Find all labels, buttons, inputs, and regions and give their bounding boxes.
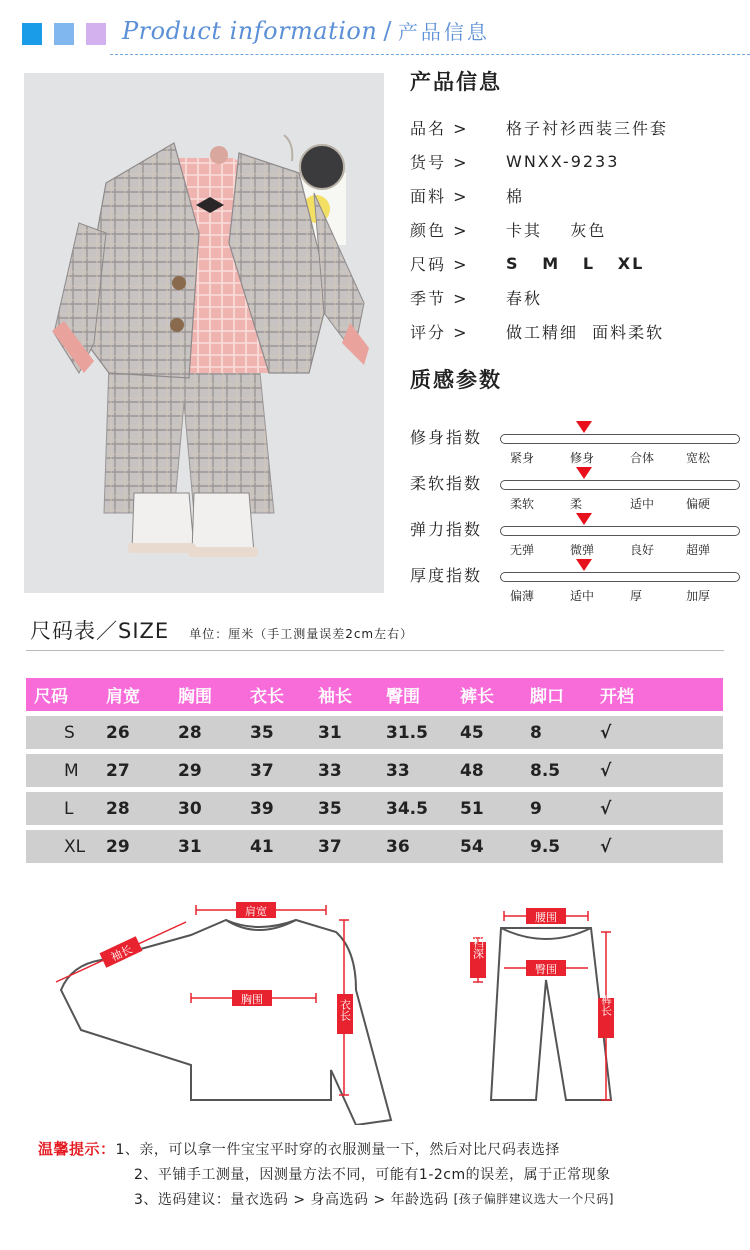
table-cell: 26 — [98, 716, 170, 749]
table-cell: 48 — [452, 754, 522, 787]
table-cell: M — [26, 754, 98, 787]
scale-option: 柔软 — [510, 497, 535, 511]
table-cell: 28 — [98, 792, 170, 825]
table-cell: 27 — [98, 754, 170, 787]
info-row-rating — [410, 314, 740, 348]
product-photo — [24, 73, 384, 593]
table-cell: 35 — [242, 716, 310, 749]
table-cell: 33 — [378, 754, 452, 787]
scale-label: 厚度指数 — [410, 566, 483, 585]
table-cell: 51 — [452, 792, 522, 825]
info-key: 货号 > — [410, 152, 469, 172]
scale-bar — [500, 526, 740, 536]
size-title: 尺码表／SIZE — [30, 619, 170, 643]
table-cell: √ — [592, 792, 723, 825]
scale-label: 弹力指数 — [410, 520, 483, 539]
table-cell: 8.5 — [522, 754, 592, 787]
table-cell: √ — [592, 830, 723, 863]
table-cell: 29 — [98, 830, 170, 863]
table-cell: 35 — [310, 792, 378, 825]
rise-label: 裆深 — [471, 937, 485, 959]
column-header: 尺码 — [26, 678, 98, 711]
info-value: 做工精细 面料柔软 — [506, 322, 665, 342]
banner-square-blue — [22, 23, 42, 45]
scale-marker — [576, 467, 592, 479]
table-row — [26, 716, 723, 749]
hip-label: 臀围 — [535, 963, 557, 976]
info-key: 评分 > — [410, 322, 469, 342]
scale-option: 柔 — [570, 497, 583, 511]
column-header: 衣长 — [242, 678, 310, 711]
product-info-panel — [410, 66, 740, 348]
product-info-heading: 产品信息 — [410, 70, 502, 94]
shirt-measure-lines — [56, 905, 349, 1095]
table-cell: √ — [592, 716, 723, 749]
scale-option: 宽松 — [686, 451, 711, 465]
scale-label: 柔软指数 — [410, 474, 483, 493]
column-header: 裤长 — [452, 678, 522, 711]
table-cell: L — [26, 792, 98, 825]
info-key: 面料 > — [410, 186, 469, 206]
tip-text: 1、亲，可以拿一件宝宝平时穿的衣服测量一下，然后对比尺码表选择 — [115, 1141, 560, 1158]
scale-option: 修身 — [570, 451, 595, 465]
column-header: 开档 — [592, 678, 723, 711]
column-header: 袖长 — [310, 678, 378, 711]
banner-title — [122, 16, 490, 45]
info-key: 颜色 > — [410, 220, 469, 240]
table-cell: 9.5 — [522, 830, 592, 863]
info-row-item-number — [410, 144, 740, 178]
tip-line-3 — [38, 1186, 614, 1211]
table-row — [26, 830, 723, 863]
table-cell: √ — [592, 754, 723, 787]
pants-outline-icon — [491, 928, 611, 1100]
scale-option: 厚 — [630, 589, 643, 603]
table-cell: 37 — [242, 754, 310, 787]
product-info-list — [410, 110, 740, 348]
info-key: 季节 > — [410, 288, 469, 308]
size-section-header — [30, 615, 413, 645]
table-cell: 9 — [522, 792, 592, 825]
info-row-size — [410, 246, 740, 280]
table-cell: 31 — [170, 830, 242, 863]
size-table-header — [26, 678, 723, 711]
scale-option: 合体 — [630, 451, 655, 465]
size-table — [26, 673, 723, 868]
scale-marker — [576, 559, 592, 571]
table-cell: 29 — [170, 754, 242, 787]
table-cell: S — [26, 716, 98, 749]
scale-option: 适中 — [630, 497, 655, 511]
table-cell: 45 — [452, 716, 522, 749]
info-row-color — [410, 212, 740, 246]
info-value: 格子衬衫西装三件套 — [506, 118, 669, 138]
pants-length-label: 裤长 — [599, 994, 613, 1016]
fit-scale — [410, 425, 740, 471]
banner-square-lilac — [86, 23, 106, 45]
measurement-diagram-svg — [26, 890, 726, 1125]
texture-heading: 质感参数 — [410, 368, 502, 392]
info-key: 尺码 > — [410, 254, 469, 274]
column-header: 胸围 — [170, 678, 242, 711]
column-header: 臀围 — [378, 678, 452, 711]
banner-separator: / — [383, 17, 392, 45]
table-cell: 30 — [170, 792, 242, 825]
info-value: S M L XL — [506, 253, 645, 273]
info-value: 春秋 — [506, 288, 543, 308]
table-cell: 54 — [452, 830, 522, 863]
column-header: 肩宽 — [98, 678, 170, 711]
scale-option: 偏硬 — [686, 497, 711, 511]
banner-square-lightblue — [54, 23, 74, 45]
banner-title-cn: 产品信息 — [397, 20, 490, 44]
sleeve-label-group — [99, 936, 142, 967]
elasticity-scale — [410, 517, 740, 563]
tip-note: [孩子偏胖建议选大一个尺码] — [453, 1192, 614, 1206]
tip-text: 3、选码建议：量衣选码 > 身高选码 > 年龄选码 — [134, 1191, 454, 1208]
scale-marker — [576, 421, 592, 433]
scale-option: 超弹 — [686, 543, 711, 557]
info-value: 棉 — [506, 186, 525, 206]
scale-option: 微弹 — [570, 543, 595, 557]
table-cell: 31 — [310, 716, 378, 749]
scale-option: 偏薄 — [510, 589, 535, 603]
chest-label: 胸围 — [241, 993, 263, 1006]
banner-title-en: Product information — [122, 17, 378, 45]
scale-bar — [500, 572, 740, 582]
table-row — [26, 754, 723, 787]
table-cell: 28 — [170, 716, 242, 749]
softness-scale — [410, 471, 740, 517]
outfit-illustration — [24, 73, 384, 593]
thickness-scale — [410, 563, 740, 609]
table-cell: 36 — [378, 830, 452, 863]
table-cell: 31.5 — [378, 716, 452, 749]
sleeve-label: 袖长 — [108, 942, 135, 964]
scale-marker — [576, 513, 592, 525]
size-unit-note: 单位：厘米（手工测量误差2cm左右） — [189, 627, 414, 641]
scale-option: 适中 — [570, 589, 595, 603]
header-banner — [0, 10, 750, 50]
table-row — [26, 792, 723, 825]
info-row-season — [410, 280, 740, 314]
table-cell: 34.5 — [378, 792, 452, 825]
info-value: 卡其 灰色 — [506, 220, 607, 240]
length-label: 衣长 — [338, 999, 352, 1021]
waist-label: 腰围 — [535, 911, 557, 924]
table-cell: XL — [26, 830, 98, 863]
tip-text: 2、平铺手工测量，因测量方法不同，可能有1-2cm的误差，属于正常现象 — [134, 1166, 611, 1183]
table-cell: 37 — [310, 830, 378, 863]
column-header: 脚口 — [522, 678, 592, 711]
scale-bar — [500, 480, 740, 490]
banner-dashed-line — [110, 54, 750, 55]
info-value: WNXX-9233 — [506, 151, 620, 171]
scale-option: 良好 — [630, 543, 655, 557]
scale-option: 加厚 — [686, 589, 711, 603]
warm-tips-label: 温馨提示： — [38, 1140, 116, 1158]
info-row-name — [410, 110, 740, 144]
scale-bar — [500, 434, 740, 444]
info-row-fabric — [410, 178, 740, 212]
scale-option: 紧身 — [510, 451, 535, 465]
table-cell: 41 — [242, 830, 310, 863]
shoulder-label: 肩宽 — [245, 905, 267, 918]
info-key: 品名 > — [410, 118, 469, 138]
table-cell: 33 — [310, 754, 378, 787]
tip-line-1 — [38, 1136, 614, 1161]
size-divider — [26, 650, 724, 651]
tip-line-2 — [38, 1161, 614, 1186]
warm-tips — [38, 1136, 614, 1211]
table-cell: 39 — [242, 792, 310, 825]
scale-option: 无弹 — [510, 543, 535, 557]
table-cell: 8 — [522, 716, 592, 749]
scale-label: 修身指数 — [410, 428, 483, 447]
measurement-diagram — [26, 890, 726, 1125]
